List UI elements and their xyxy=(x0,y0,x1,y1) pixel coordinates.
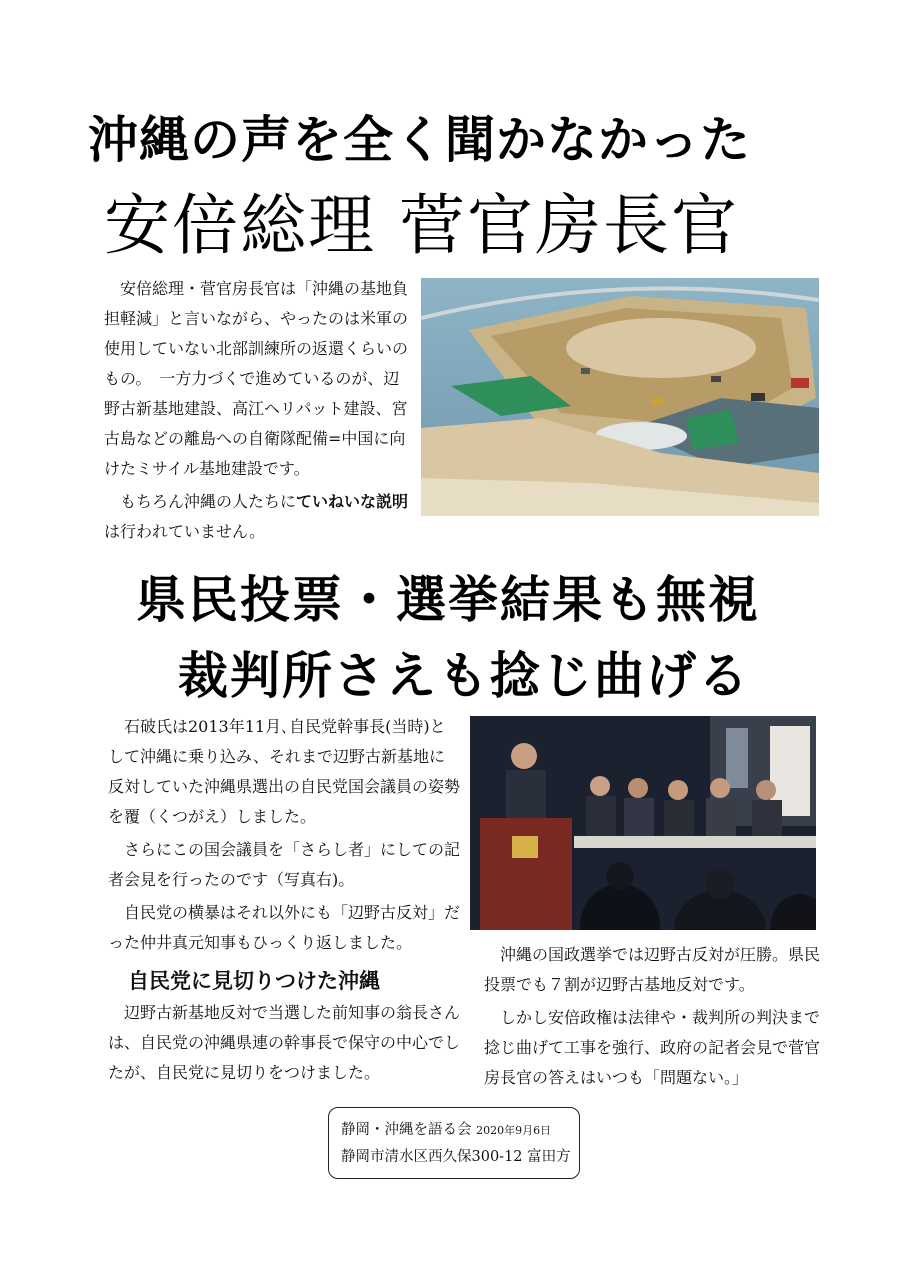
section1-p2-tail: は行われていません。 xyxy=(104,522,265,541)
organization-name: 静岡・沖縄を語る会 xyxy=(341,1122,472,1138)
section3-text xyxy=(484,940,824,1093)
publication-date: 2020年9月6日 xyxy=(476,1124,552,1137)
section2-paragraph1: 石破氏は2013年11月､自民党幹事長(当時)として沖縄に乗り込み、それまで辺野古新基地に反対していた沖縄県選出の自民党国会議員の姿勢を覆（くつがえ）しました。 xyxy=(108,717,461,826)
section1-paragraph1: 安倍総理・菅官房長官は「沖縄の基地負担軽減」と言いながら、やったのは米軍の使用していない北部訓練所の返還くらいのもの。 一方力づくで進めているのが、辺野古新基地建設、高江ヘリパット建設、宮古島などの離島への自衛隊配備=中国に向けたミサイル基地建設です。 xyxy=(104,279,409,478)
main-headline: 沖縄の声を全く聞かなかった xyxy=(88,111,751,169)
press-conference-illustration xyxy=(470,716,816,930)
section1-text xyxy=(104,274,410,547)
publisher-line xyxy=(341,1117,579,1144)
press-conference-photo xyxy=(470,716,816,930)
publisher-info-box xyxy=(328,1107,580,1179)
section1-p2-text: もちろん沖縄の人たちに xyxy=(120,492,297,511)
emphasis-polite-explanation: ていねいな説明 xyxy=(296,492,409,511)
section2-paragraph4: 辺野古新基地反対で当選した前知事の翁長さんは、自民党の沖縄県連の幹事長で保守の中心でしたが、自民党に見切りをつけました。 xyxy=(108,1003,461,1082)
subheading-okinawa-gives-up-ldp: 自民党に見切りつけた沖縄 xyxy=(128,969,380,993)
aerial-photo-illustration xyxy=(421,278,819,516)
section2-paragraph2: さらにこの国会議員を「さらし者」にしての記者会見を行ったのです（写真右)。 xyxy=(108,840,461,889)
second-headline: 県民投票・選挙結果も無視 xyxy=(136,571,760,629)
section3-paragraph2: しかし安倍政権は法律や・裁判所の判決まで捻じ曲げて工事を強行、政府の記者会見で菅官房長官の答えはいつも「問題ない。」 xyxy=(484,1008,821,1087)
second-headline-line2: 裁判所さえも捻じ曲げる xyxy=(178,647,750,705)
section1-paragraph2 xyxy=(104,487,410,547)
section3-paragraph1: 沖縄の国政選挙では辺野古反対が圧勝。県民投票でも７割が辺野古基地反対です。 xyxy=(484,945,821,994)
section2-paragraph3: 自民党の横暴はそれ以外にも「辺野古反対」だった仲井真元知事もひっくり返しました。 xyxy=(108,903,461,952)
main-headline-names: 安倍総理 菅官房長官 xyxy=(104,187,739,264)
aerial-construction-site-photo xyxy=(421,278,819,516)
section2-text xyxy=(108,712,460,1088)
publisher-address: 静岡市清水区西久保300-12 富田方 xyxy=(341,1149,571,1165)
